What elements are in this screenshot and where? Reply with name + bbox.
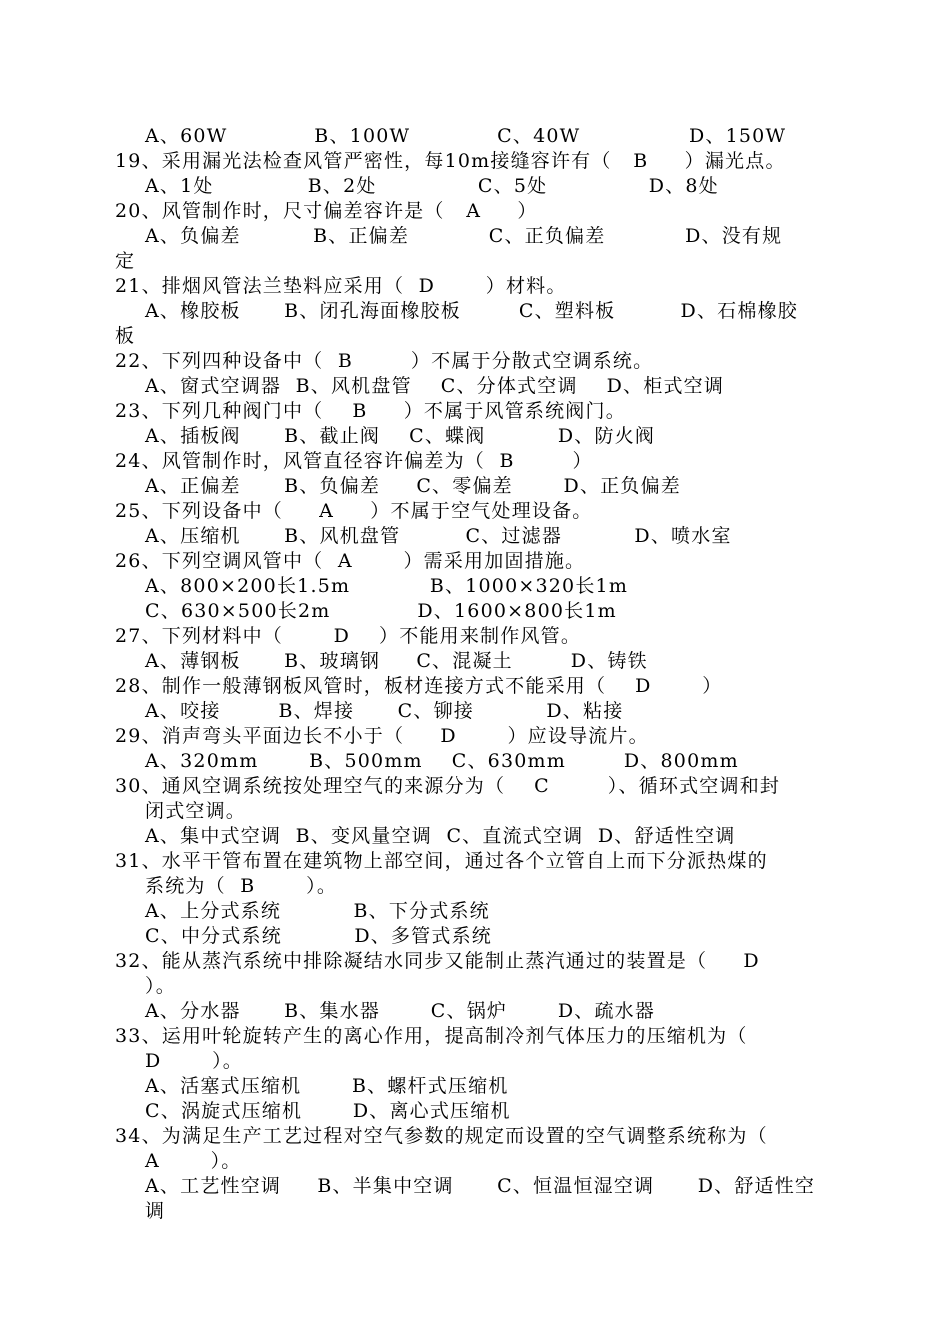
option-line: A、橡胶板 B、闭孔海面橡胶板 C、塑料板 D、石棉橡胶 xyxy=(145,300,798,322)
option-line: A、窗式空调器 B、风机盘管 C、分体式空调 D、柜式空调 xyxy=(145,375,725,397)
option-line: C、涡旋式压缩机 D、离心式压缩机 xyxy=(145,1100,511,1122)
wrapped-line: D ）。 xyxy=(145,1050,244,1072)
option-line: A、正偏差 B、负偏差 C、零偏差 D、正负偏差 xyxy=(145,475,681,497)
question-31: 31、水平干管布置在建筑物上部空间，通过各个立管自上而下分派热煤的 xyxy=(115,850,768,872)
option-line: A、压缩机 B、风机盘管 C、过滤器 D、喷水室 xyxy=(145,525,732,547)
question-30: 30、通风空调系统按处理空气的来源分为（ C ）、循环式空调和封 xyxy=(115,775,781,797)
option-line: A、320mm B、500mm C、630mm D、800mm xyxy=(145,750,739,772)
wrapped-line: 系统为（ B ）。 xyxy=(145,875,338,897)
option-line: A、分水器 B、集水器 C、锅炉 D、疏水器 xyxy=(145,1000,656,1022)
question-25: 25、下列设备中（ A ）不属于空气处理设备。 xyxy=(115,500,593,522)
question-34: 34、为满足生产工艺过程对空气参数的规定而设置的空气调整系统称为（ xyxy=(115,1125,768,1147)
option-line: A、1处 B、2处 C、5处 D、8处 xyxy=(145,175,719,197)
question-33: 33、运用叶轮旋转产生的离心作用，提高制冷剂气体压力的压缩机为（ xyxy=(115,1025,748,1047)
wrapped-line: 定 xyxy=(115,250,136,272)
wrapped-line: 闭式空调。 xyxy=(145,800,247,822)
question-21: 21、排烟风管法兰垫料应采用（ D ）材料。 xyxy=(115,275,567,297)
question-26: 26、下列空调风管中（ A ）需采用加固措施。 xyxy=(115,550,586,572)
wrapped-line: A ）。 xyxy=(145,1150,242,1172)
option-line: A、咬接 B、焊接 C、铆接 D、粘接 xyxy=(145,700,624,722)
option-line: A、负偏差 B、正偏差 C、正负偏差 D、没有规 xyxy=(145,225,783,247)
option-line: A、插板阀 B、截止阀 C、蝶阀 D、防火阀 xyxy=(145,425,656,447)
wrapped-line: ）。 xyxy=(145,975,176,997)
question-19: 19、采用漏光法检查风管严密性，每10m接缝容许有（ B ）漏光点。 xyxy=(115,150,786,172)
question-29: 29、消声弯头平面边长不小于（ D ）应设导流片。 xyxy=(115,725,649,747)
option-line: C、中分式系统 D、多管式系统 xyxy=(145,925,492,947)
wrapped-line: 调 xyxy=(145,1200,166,1222)
option-line: A、上分式系统 B、下分式系统 xyxy=(145,900,490,922)
option-line: A、800×200长1.5m B、1000×320长1m xyxy=(145,575,629,597)
question-27: 27、下列材料中（ D ）不能用来制作风管。 xyxy=(115,625,582,647)
question-32: 32、能从蒸汽系统中排除凝结水同步又能制止蒸汽通过的装置是（ D xyxy=(115,950,760,972)
option-line: A、薄钢板 B、玻璃钢 C、混凝土 D、铸铁 xyxy=(145,650,648,672)
option-line: A、工艺性空调 B、半集中空调 C、恒温恒湿空调 D、舒适性空 xyxy=(145,1175,816,1197)
question-22: 22、下列四种设备中（ B ）不属于分散式空调系统。 xyxy=(115,350,654,372)
question-28: 28、制作一般薄钢板风管时，板材连接方式不能采用（ D ） xyxy=(115,675,723,697)
option-line: A、60W B、100W C、40W D、150W xyxy=(145,125,787,147)
question-23: 23、下列几种阀门中（ B ）不属于风管系统阀门。 xyxy=(115,400,626,422)
wrapped-line: 板 xyxy=(115,325,136,347)
option-line: A、活塞式压缩机 B、螺杆式压缩机 xyxy=(145,1075,509,1097)
question-20: 20、风管制作时，尺寸偏差容许是（ A ） xyxy=(115,200,538,222)
option-line: C、630×500长2m D、1600×800长1m xyxy=(145,600,617,622)
question-24: 24、风管制作时，风管直径容许偏差为（ B ） xyxy=(115,450,593,472)
option-line: A、集中式空调 B、变风量空调 C、直流式空调 D、舒适性空调 xyxy=(145,825,736,847)
